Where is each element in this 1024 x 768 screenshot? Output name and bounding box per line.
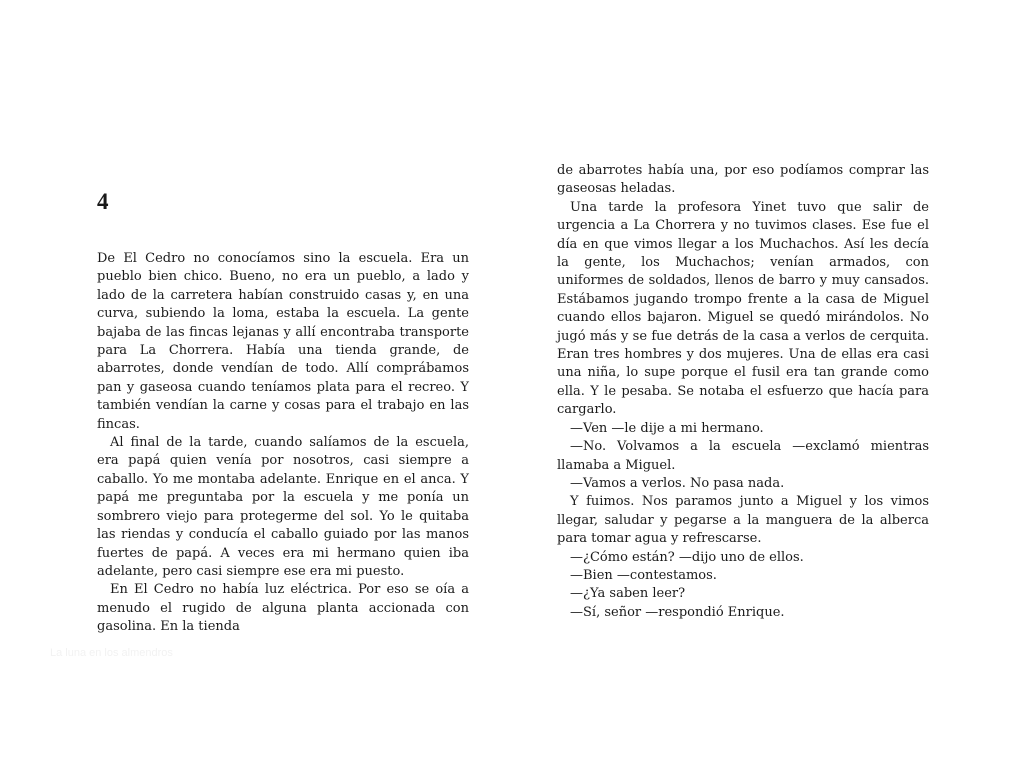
left-page-text (97, 250, 469, 637)
chapter-number: 4 (97, 189, 109, 214)
dialog-line-2: —No. Volvamos a la escuela —exclamó mientras llamaba a Miguel. (557, 439, 929, 473)
dialog-line-3: —Vamos a verlos. No pasa nada. (570, 475, 785, 491)
left-paragraph-1: De El Cedro no conocíamos sino la escuela. Era un pueblo bien chico. Bueno, no era un pueblo, a lado y lado de la carretera habían construido casas y, en una curva, subiendo la loma, estaba la escuela. La gente bajaba de las fincas lejanas y allí encontraba transporte para La Chorrera. Había una tienda grande, de abarrotes, donde vendían de todo. Allí comprábamos pan y gaseosa cuando teníamos plata para el recreo. Y también vendían la carne y cosas para el trabajo en las fincas. (97, 251, 469, 432)
dialog-line-6: —¿Ya saben leer? (570, 586, 686, 602)
left-paragraph-3: En El Cedro no había luz eléctrica. Por eso se oía a menudo el rugido de alguna planta accionada con gasolina. En la tienda (97, 582, 469, 635)
footer-book-title: La luna en los almendros (50, 647, 173, 659)
right-paragraph-1: de abarrotes había una, por eso podíamos comprar las gaseosas heladas. (557, 163, 929, 197)
dialog-line-7: —Sí, señor —respondió Enrique. (570, 604, 785, 620)
dialog-line-5: —Bien —contestamos. (570, 567, 717, 583)
dialog-line-4: —¿Cómo están? —dijo uno de ellos. (570, 549, 804, 565)
dialog-line-1: —Ven —le dije a mi hermano. (570, 420, 764, 436)
right-paragraph-2: Una tarde la profesora Yinet tuvo que salir de urgencia a La Chorrera y no tuvimos clases. Ese fue el día en que vimos llegar a los Muchachos. Así les decía la gente, los Muchachos; venían armados, con uniformes de soldados, llenos de barro y muy cansados. Estábamos jugando trompo frente a la casa de Miguel cuando ellos bajaron. Miguel se quedó mirándolos. No jugó más y se fue detrás de la casa a verlos de cerquita. Eran tres hombres y dos mujeres. Una de ellas era casi una niña, lo supe porque el fusil era tan grande como ella. Y le pesaba. Se notaba el esfuerzo que hacía para cargarlo. (557, 199, 929, 418)
right-paragraph-3: Y fuimos. Nos paramos junto a Miguel y los vimos llegar, saludar y pegarse a la manguera de la alberca para tomar agua y refrescarse. (557, 494, 929, 547)
left-paragraph-2: Al final de la tarde, cuando salíamos de la escuela, era papá quien venía por nosotros, casi siempre a caballo. Yo me montaba adelante. Enrique en el anca. Y papá me preguntaba por la escuela y me ponía un sombrero viejo para protegerme del sol. Yo le quitaba las riendas y conducía el caballo guiado por las manos fuertes de papá. A veces era mi hermano quien iba adelante, pero casi siempre ese era mi puesto. (97, 435, 469, 579)
right-page-text (557, 162, 929, 622)
